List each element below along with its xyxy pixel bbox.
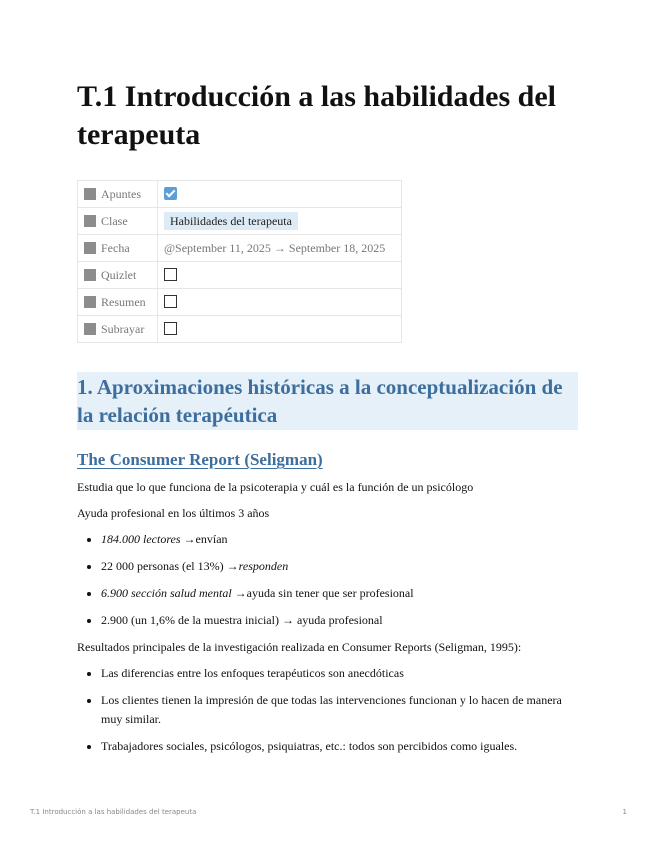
content-body	[77, 478, 577, 764]
property-key: Fecha	[101, 240, 130, 255]
property-key: Resumen	[101, 294, 146, 309]
property-row-quizlet	[78, 262, 402, 289]
property-row-apuntes	[78, 181, 402, 208]
subheading-link[interactable]: The Consumer Report (Seligman)	[77, 450, 323, 469]
apuntes-checkbox[interactable]	[164, 187, 177, 200]
quizlet-checkbox[interactable]	[164, 268, 177, 281]
list-item: • 6.900 sección salud mental →ayuda sin tener que ser profesional	[101, 584, 577, 603]
date-property-icon	[84, 242, 96, 254]
list-item: • Los clientes tienen la impresión de que todas las intervenciones funcionan y lo hacen de manera muy similar.	[101, 691, 577, 729]
page-number: 1	[622, 808, 627, 816]
property-row-clase	[78, 208, 402, 235]
properties-table	[77, 180, 402, 343]
property-key: Subrayar	[101, 321, 145, 336]
property-row-resumen	[78, 289, 402, 316]
page-title: T.1 Introducción a las habilidades del terapeuta	[77, 80, 557, 151]
list-item: • Trabajadores sociales, psicólogos, psiquiatras, etc.: todos son percibidos como iguales.	[101, 737, 577, 756]
property-row-subrayar	[78, 316, 402, 343]
list-item: • Las diferencias entre los enfoques terapéuticos son anecdóticas	[101, 664, 577, 683]
list-item: • 184.000 lectores →envían	[101, 530, 577, 549]
property-row-fecha	[78, 235, 402, 262]
clase-tag[interactable]: Habilidades del terapeuta	[164, 212, 298, 230]
checkbox-property-icon	[84, 323, 96, 335]
list-item: • 2.900 (un 1,6% de la muestra inicial) → ayuda profesional	[101, 611, 577, 630]
paragraph: Estudia que lo que funciona de la psicoterapia y cuál es la función de un psicólogo	[77, 480, 474, 494]
section-heading: 1. Aproximaciones históricas a la conceptualización de la relación terapéutica	[77, 372, 578, 430]
checkbox-property-icon	[84, 188, 96, 200]
paragraph: Ayuda profesional en los últimos 3 años	[77, 506, 270, 520]
property-key: Apuntes	[101, 186, 141, 201]
subrayar-checkbox[interactable]	[164, 322, 177, 335]
fecha-value[interactable]: @September 11, 2025 → September 18, 2025	[164, 240, 386, 255]
bullet-list	[77, 530, 577, 630]
resumen-checkbox[interactable]	[164, 295, 177, 308]
select-property-icon	[84, 215, 96, 227]
property-key: Clase	[101, 213, 128, 228]
checkbox-property-icon	[84, 296, 96, 308]
paragraph: Resultados principales de la investigación realizada en Consumer Reports (Seligman, 1995):	[77, 640, 522, 654]
footer-title: T.1 Introducción a las habilidades del terapeuta	[30, 808, 197, 816]
bullet-list	[77, 664, 577, 756]
property-key: Quizlet	[101, 267, 137, 282]
list-item: • 22 000 personas (el 13%) →responden	[101, 557, 577, 576]
checkbox-property-icon	[84, 269, 96, 281]
